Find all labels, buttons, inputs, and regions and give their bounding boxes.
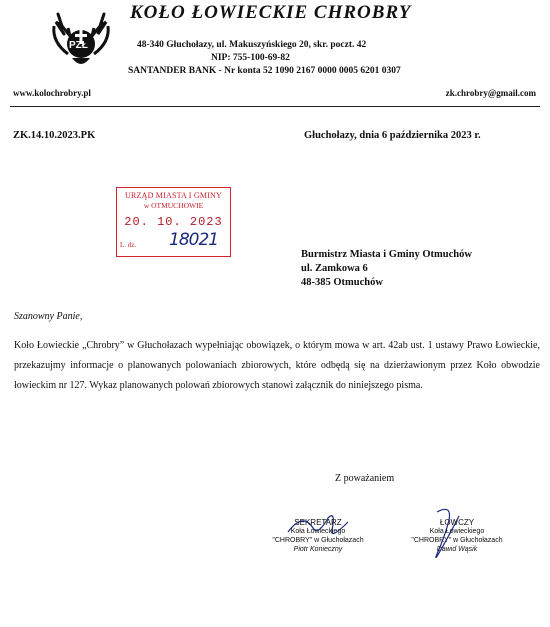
signature-name: Dawid Wąsik <box>436 546 478 553</box>
registration-stamp <box>116 187 231 257</box>
header-address: 48-340 Głuchołazy, ul. Makuszyńskiego 20, skr. poczt. 42 <box>137 40 367 50</box>
addressee-line1: Burmistrz Miasta i Gminy Otmuchów <box>301 249 472 260</box>
email-link[interactable]: zk.chrobry@gmail.com <box>445 88 536 98</box>
signature-title: ŁOWCZY <box>439 518 475 527</box>
signature-name: Piotr Konieczny <box>293 546 343 553</box>
stamp-line2: w OTMUCHOWIE <box>143 201 204 210</box>
club-logo <box>48 6 114 72</box>
closing: Z poważaniem <box>335 473 395 484</box>
signature-line2: "CHROBRY" w Głuchołazach <box>272 537 364 544</box>
signature-secretary <box>258 518 378 554</box>
addressee-line2: ul. Zamkowa 6 <box>301 263 368 274</box>
logo-text: PZŁ <box>69 40 88 51</box>
body-paragraph: Koło Łowieckie „Chrobry” w Głuchołazach wypełniając obowiązek, o którym mowa w art. 42ab ust. 1 ustawy Prawo Łowieckie, przekazujmy informacje o planowanych polowaniach zbiorowych, które odbędą się na dzierżawionym przez Koło obwodzie łowieckim nr 127. Wykaz planowanych polowań zbiorowych stanowi załącznik do niniejszego pisma. <box>14 340 540 391</box>
signature-title: SEKRETARZ <box>294 518 342 527</box>
stamp-number: 18021 <box>169 230 219 250</box>
place-date: Głuchołazy, dnia 6 października 2023 r. <box>304 130 481 141</box>
signature-line1: Koła Łowieckiego <box>290 528 346 535</box>
signature-scribble <box>397 506 517 566</box>
stamp-lnr-label: L. dz. <box>120 241 137 249</box>
reference-number: ZK.14.10.2023.PK <box>13 130 96 141</box>
stamp-date: 20. 10. 2023 <box>124 215 223 229</box>
organization-name: KOŁO ŁOWIECKIE CHROBRY <box>130 2 412 23</box>
website-link[interactable]: www.kolochrobry.pl <box>13 88 91 98</box>
signature-scribble <box>258 510 378 540</box>
header-nip: NIP: 755-100-69-82 <box>211 53 290 63</box>
header-divider <box>10 106 540 107</box>
addressee-block <box>301 248 472 290</box>
addressee-line3: 48-385 Otmuchów <box>301 277 383 288</box>
signature-hunt-master <box>397 518 517 554</box>
greeting: Szanowny Panie, <box>14 311 83 322</box>
signature-line2: "CHROBRY" w Głuchołazach <box>411 537 503 544</box>
header-bank-account: SANTANDER BANK - Nr konta 52 1090 2167 0000 0005 6201 0307 <box>128 66 401 76</box>
signature-line1: Koła Łowieckiego <box>429 528 485 535</box>
stamp-line1: URZĄD MIASTA I GMINY <box>125 191 222 200</box>
